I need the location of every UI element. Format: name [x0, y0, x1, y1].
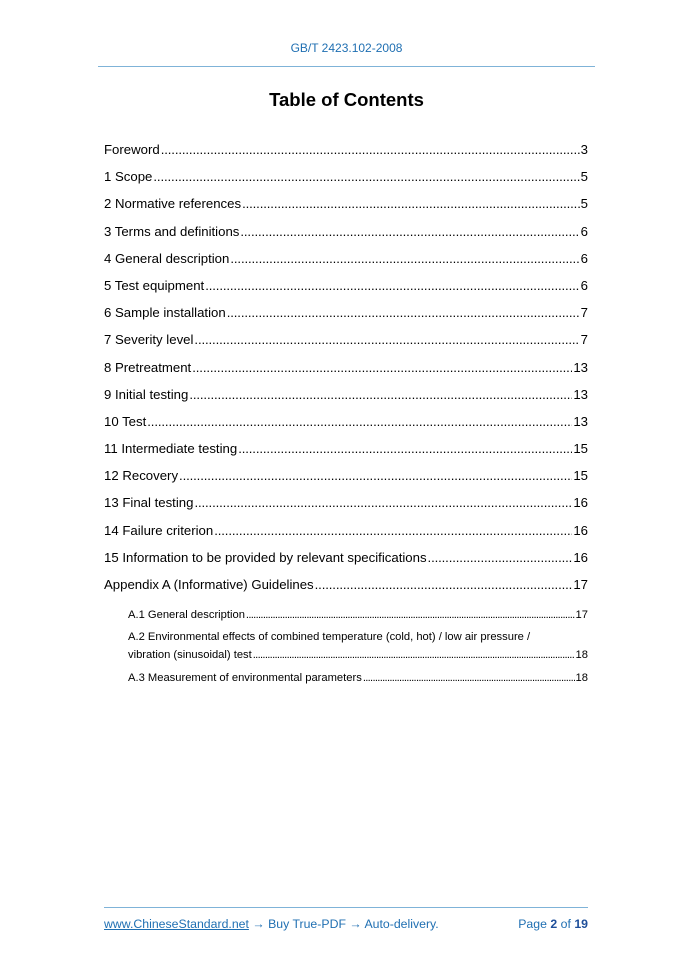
toc-entry[interactable]: [104, 493, 588, 520]
toc-leader-dots: [230, 249, 579, 269]
toc-entry-label: A.1 General description: [128, 609, 245, 622]
toc-leader-dots: [179, 466, 572, 486]
toc-entry-page: 17: [575, 609, 588, 622]
page-number: [518, 917, 588, 931]
toc-entry-page: 15: [573, 468, 588, 484]
toc-entry-label: 15 Information to be provided by relevant specifications: [104, 549, 427, 565]
toc-leader-dots: [153, 167, 579, 187]
toc-entry-label: 3 Terms and definitions: [104, 223, 240, 239]
toc-entry-label: Foreword: [104, 142, 160, 157]
toc-entry-label: 10 Test: [104, 413, 147, 429]
toc-leader-dots: [242, 194, 580, 214]
toc-entry-page: 6: [580, 223, 588, 239]
toc-entry[interactable]: [104, 303, 588, 330]
toc-entry-page: 16: [573, 495, 588, 511]
toc-leader-dots: [363, 668, 575, 688]
toc-entry[interactable]: [104, 575, 588, 602]
toc-entry[interactable]: [104, 167, 588, 194]
toc-entry[interactable]: [104, 385, 588, 412]
website-link[interactable]: www.ChineseStandard.net: [104, 917, 249, 931]
toc-entry-page: 13: [573, 386, 588, 402]
toc-entry[interactable]: [104, 412, 588, 439]
toc-entry-page: 5: [580, 169, 588, 185]
toc-entry[interactable]: [104, 222, 588, 249]
toc-entry-label: 9 Initial testing: [104, 386, 189, 402]
toc-leader-dots: [205, 276, 579, 296]
arrow-right-icon: →: [252, 917, 265, 931]
page-footer: [104, 917, 588, 931]
toc-subentry[interactable]: [104, 668, 588, 691]
toc-entry-label: 5 Test equipment: [104, 277, 205, 293]
toc-leader-dots: [240, 222, 579, 242]
toc-entry-page: 7: [580, 305, 588, 321]
toc-leader-dots: [428, 548, 573, 568]
toc-entry-page: 5: [580, 196, 588, 212]
toc-entry-page: 18: [575, 672, 588, 685]
toc-entry[interactable]: [104, 521, 588, 548]
toc-entry-page: 16: [573, 522, 588, 538]
toc-subentry[interactable]: [104, 605, 588, 628]
toc-entry-page: 6: [580, 250, 588, 266]
toc-entry[interactable]: [104, 330, 588, 357]
page-of-label: of: [560, 917, 571, 931]
toc-entry-page: 16: [573, 549, 588, 565]
toc-entry-page: 15: [573, 441, 588, 457]
toc-entry-label: 7 Severity level: [104, 332, 194, 348]
toc-entry-label: Appendix A (Informative) Guidelines: [104, 577, 314, 592]
page-total: 19: [574, 917, 588, 931]
toc-leader-dots: [238, 439, 572, 459]
toc-leader-dots: [253, 646, 575, 664]
toc-entry-label: 8 Pretreatment: [104, 359, 192, 375]
delivery-text: Auto-delivery.: [364, 917, 439, 931]
toc-entry[interactable]: [104, 358, 588, 385]
toc-entry-page: 13: [573, 413, 588, 429]
page-title: Table of Contents: [269, 89, 424, 110]
toc-leader-dots: [147, 412, 572, 432]
toc-entry[interactable]: [104, 249, 588, 276]
toc-leader-dots: [214, 521, 572, 541]
buy-pdf-text: Buy True-PDF: [268, 917, 346, 931]
toc-entry[interactable]: [104, 466, 588, 493]
toc-entry-page: 17: [573, 577, 588, 592]
header-divider: [98, 66, 595, 67]
toc-entry-page: 3: [580, 142, 588, 157]
toc-entry-page: 7: [580, 332, 588, 348]
toc-entry[interactable]: [104, 276, 588, 303]
toc-entry-label-line2: vibration (sinusoidal) test: [128, 649, 252, 662]
toc-entry-label: 11 Intermediate testing: [104, 441, 238, 457]
toc-entry-page: 6: [580, 277, 588, 293]
page-current: 2: [550, 917, 558, 931]
toc-entry-label-line1: A.2 Environmental effects of combined temperature (cold, hot) / low air pressure /: [128, 631, 531, 644]
toc-leader-dots: [189, 385, 572, 405]
toc-leader-dots: [246, 605, 575, 625]
toc-leader-dots: [315, 575, 573, 595]
toc-entry[interactable]: [104, 140, 588, 167]
toc-entry-label: 14 Failure criterion: [104, 522, 214, 538]
toc-leader-dots: [227, 303, 580, 323]
footer-promo: [104, 917, 439, 931]
toc-entry[interactable]: [104, 194, 588, 221]
toc-entry-page: 18: [575, 649, 588, 662]
document-code: GB/T 2423.102-2008: [290, 41, 403, 55]
toc-entry[interactable]: [104, 548, 588, 575]
toc-entry[interactable]: [104, 439, 588, 466]
toc-entry-label: 4 General description: [104, 250, 230, 266]
page-label: Page: [518, 917, 547, 931]
table-of-contents: [104, 140, 588, 691]
toc-entry-label: A.3 Measurement of environmental parameters: [128, 672, 362, 685]
toc-subentry[interactable]: [104, 628, 588, 664]
toc-leader-dots: [194, 330, 579, 350]
arrow-right-icon: →: [349, 917, 362, 931]
toc-entry-label: 13 Final testing: [104, 495, 194, 511]
toc-entry-label: 2 Normative references: [104, 196, 242, 212]
toc-entry-label: 12 Recovery: [104, 468, 179, 484]
toc-leader-dots: [161, 140, 580, 160]
toc-entry-label: 1 Scope: [104, 169, 153, 185]
toc-entry-label: 6 Sample installation: [104, 305, 226, 321]
footer-divider: [104, 907, 588, 908]
toc-entry-page: 13: [573, 359, 588, 375]
toc-leader-dots: [192, 358, 572, 378]
toc-leader-dots: [194, 493, 572, 513]
